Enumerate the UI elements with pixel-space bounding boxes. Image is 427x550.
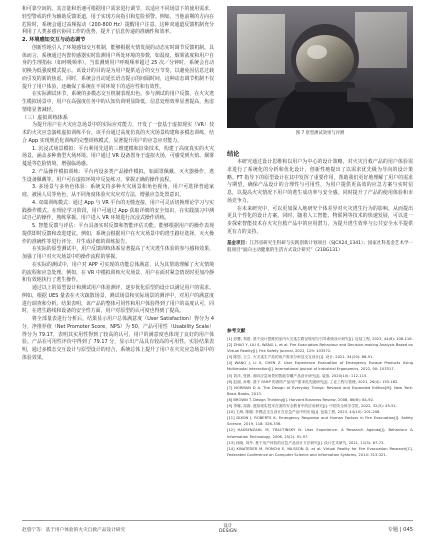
body-paragraph: 为提升用户在火灾应急场景中的实际应对能力，开发了一套基于虚拟现实（VR）技术的火灾应急演练虚拟训练平台。该平台通过高度仿真的火灾场景构建和多模态训练，结合 App 实现规范化训练的完整训练模式，显著提升用户的应急应对能力。 <box>22 122 214 144</box>
reference-item: [5] 刘洋, 张晨. 面向应急场景的智能穿戴产品设计研究[J]. 装饰, 2020(10): 112-115. <box>227 373 368 378</box>
right-column <box>227 6 413 254</box>
body-paragraph: 通过以上的原型设计和测试用户体验测评，逐步优化原型的设计以满足用户的需求。例如，根据 UES 量表在火灾疏散场景，测试场景和实际场景的测评中，对用户的满意度进行调查和分析。结果表明，该产品的整体可用性和用户体验得到了用户的高度认可，同时，在逃生路线和设备的安全性方面，用户对原型的认可度也得到了提高。 <box>22 285 214 315</box>
reference-item: [8] BROWN T. Design Thinking[J]. Harvard Business Review, 2008, 86(6): 84-92. <box>227 397 374 402</box>
footer-page-number: 专题 | 045 <box>387 527 413 533</box>
reference-item: [10] 王海, 陈刚. 多模态交互设计在应急产品中的应用[J]. 包装工程, 2023, 44(10): 201-208. <box>227 410 381 415</box>
left-column <box>22 6 214 363</box>
conclusion-title: 结论 <box>227 151 240 158</box>
prototype-test-photo <box>227 6 413 128</box>
figure-prototype-test <box>227 6 413 128</box>
reference-item: [2] ZHAO Y, LIU S, WANG L, et al. Fire Evacuation Behaviour and Decision-making Analysis Based on Virtual Reality[J]. Fire Safety Journal, 2022, 129: 103572. <box>227 343 413 354</box>
body-paragraph: 2. 产品操作模拟训练：平台内设多类产品操作模拟，如面罩佩戴、灭火器操作、逃生设备佩戴等。用户可在虚拟环境中反复练习，掌握正确的操作流程。 <box>22 168 214 183</box>
body-paragraph: 创新性地引入了环境感知交互机制，能够根据火情发展的动态实时调节反馈机制。具体而言，系统通过内置传感器实时监测用户所处环境的参数，如温度、烟雾浓度和用户自身的生理指标（如呼吸频率）。当监测到用户呼吸频率超过 25 次／分钟时，系统会自动切换为低强度模式提示。该设计的目的是为用户提供适合的交互节奏，以避免因信息过载而引发的新的焦虑。同时，系统会自动延长语音提示的间隔时间，这种动态调节机制不仅提升了用户体验，还确保了系统在不同环境下的适应性和有效性。 <box>22 44 214 90</box>
body-paragraph: 将全部量表进行分析后，结果显示用户总体满意度（User Satisfaction）得分为 4 分，净推荐值（Net Promoter Score，NPS）为 50，产品可用性（Usability Scale）得分为 79.17，表明其实用性得到了较高的认可，用户的满意度也体现了良好的用户体验。产品在可用性评价中得到了 79.17 分，显示出产品具有较高的可用性。实验结果表明，通过多模态交互设计与原型设计的结合，系统总体上提升了用户在火灾应急场景中的体验效果。 <box>22 316 214 361</box>
reference-item: [9] 李娜, 周涛. 虚拟现实技术在消防安全教育中的应用研究[J]. 中国安全科学学报, 2022, 32(3): 45-51. <box>227 404 397 409</box>
body-paragraph: 在实际测试环节，系统的多模态交互机制表现出色。参与测试的用户反馈，在火灾逃生模拟场景中，用户在高强度任务中的认知负荷明显降低，信息处理效率显著提高，焦虑情绪显著减轻。 <box>22 91 214 113</box>
section-heading: （三）虚拟训练体系 <box>22 114 68 121</box>
fund-statement <box>227 240 413 255</box>
body-paragraph: 1. 沉浸式场景模拟：平台利用先进的三维建模和渲染技术，构建了高度真实的火灾场景，涵盖多种典型火场环境。用户通过 VR 设备置身于虚拟火场，可感受到火焰、烟雾蔓延等危险情境，增强临场感。 <box>22 145 214 167</box>
page-footer <box>22 520 413 541</box>
reference-item: [3] 陈思, 王立. 火灾逃生产品的用户需求分析及交互设计[J]. 设计, 2021, 34(20): 88-91. <box>227 355 374 360</box>
fund-label: 基金项目： <box>227 240 250 246</box>
reference-item: [11] DIXON J, ROBERTS K. Emergency Response and Human Factors in Fire Evacuation[J]. Safety Science, 2019, 118: 326-336. <box>227 416 413 427</box>
reference-item: [6] 赵丽, 孙明. 基于 FAHP 的消防产品用户需求优先级研究[J]. 工业工程与管理, 2021, 26(4): 155-162. <box>227 379 399 384</box>
conclusion-paragraph: 在未来研究中，可以更加深入地研究个体差异对火灾逃生行为的影响，从而提出更具个性化的设计方案。同时，随着人工智能、物联网等技术的快速发展，可以进一步探索智能技术在火灾自救产品中的应用潜力，为提升逃生效率与公共安全水平提供更有力的支持。 <box>227 205 413 235</box>
body-paragraph: 在实际的原型测试中，用户反馈训练体系显著提高了火灾逃生体验的参与感和效果，加强了用户对火灾场景中的操作流程的掌握。 <box>22 246 214 260</box>
body-paragraph: 4. 双端训练模式：通过 App 与 VR 平台的无缝连接，用户可灵活切换理论学习与实践操作模式。在理论学习阶段，用户可通过 App 获取详细的安全知识，在实践演习中测试自己的操作，熟练掌握。用户进入 VR 环境进行沉浸式操作训练。 <box>22 199 214 222</box>
fund-text: 江苏省研究生科研与实践创新计划项目（SJCX24_1341）；国家社科基金艺术学一般项目“面向主动健康的生活方式设计研究”（21BG131） <box>227 240 414 253</box>
section-heading: 2. 环境感知交互与动态调节 <box>22 37 86 43</box>
reference-item: [12] HASSENZAHL M, TRACTINSKY N. User Experience: A Research Agenda[J]. Behaviour & Information Technology, 2006, 25(2): 91-97. <box>227 428 413 439</box>
footer-article-title: 赵悠宁等：基于用户体验的火灾自救产品设计研究 <box>22 528 126 533</box>
reference-item: [7] NORMAN D A. The Design of Everyday Things: Revised and Expanded Edition[M]. New York: Basic Books, 2013. <box>227 385 413 396</box>
references-title: 参考文献 <box>227 329 246 334</box>
body-paragraph: 在实际的测试中，用户对 APP 可实现的功能总体满意，认为其帮助理解了火灾情境的流程和应急处理。例如，在 VR 中模拟训练火灾场景，用户在面对紧急情况时更加冷静和有效地执行了逃生操作。 <box>22 261 214 284</box>
footer-journal-name <box>219 524 237 534</box>
body-paragraph: 3. 多场景与多角色体验：系统支持多种火灾场景和角色视角，用户可选择普通家庭、被困人员等角色，从不同角度体验火灾应对方法，增强应急处置意识。 <box>22 184 214 198</box>
reference-item: [14] KINATEDER M, RONCHI E, NILSSON D, et al. Virtual Reality for Fire Evacuation Research[C]. Federated Conference on Computer Science and Information Systems, 2014: 313-321. <box>227 446 413 457</box>
references-section <box>227 328 413 458</box>
reference-item: [4] WANG J, LI X, CHEN Z. User Experience Evaluation of Emergency Escape Products Using Multimodal Interaction[J]. International Journal of Industrial Ergonomics, 2022, 90: 103317. <box>227 361 413 372</box>
footer-journal-cn: 设计 <box>223 524 233 529</box>
conclusion-paragraph: 本研究通过设计思维和以用户为中心的设计策略，对火灾自救产品的用户体验需求进行了系统化的分析和优化设计，创新性地提出了以需求优先级为导向的设计策略。FT 指导下的原型设计在其中发挥了重要作用，帮助我们更好地理解了用户的需求与期望，确保产品设计的合理性与可用性，为用户提供更高效的应急方案与实时信息，以提高火灾情况下用户的逃生成功率与安全感。同时提升了产品的使用体验和市场竞争力。 <box>227 159 413 204</box>
body-paragraph: 和可靠空间的。其音量和语速可根据用户需求进行调节，以适应不同场景下的使用需求。轻型警戒的作为辅助反馈渠道，用于实现方向指引和危险预警。例如，当他前期的方向在危险时，系统会通过高频振动（200-800 Hz）提醒用户注意。这种双通道反馈机制充分利用了人类多感官协同工作的优势，提升了信息传递的准确性和效率。 <box>22 6 214 36</box>
body-paragraph: 5. 智能反馈与评估：平台具备实时反馈和智能评估功能。能够根据用户的操作表现提供即时反馈和改进建议。例如，系统会根据用户在火灾场景中的逃生路径选择、灭火操作的准确性等进行评分，并生成详细的训练报告。 <box>22 223 214 245</box>
reference-item: [1] 彭鹰, 郑建. 基于设计思维的室内火灾逃生路径规划与引导系统设计研究[J]. 包装工程, 2023, 44(6): 108-116. <box>227 337 413 341</box>
reference-item: [13] 孙晓, 刘丹. 基于用户体验的应急产品设计方法研究[J]. 设计艺术研究, 2021, 11(5): 67-72. <box>227 440 385 445</box>
figure-caption: 图 7 原型测试效果与评测 <box>295 131 345 136</box>
footer-journal-en: DESIGN <box>219 529 237 534</box>
